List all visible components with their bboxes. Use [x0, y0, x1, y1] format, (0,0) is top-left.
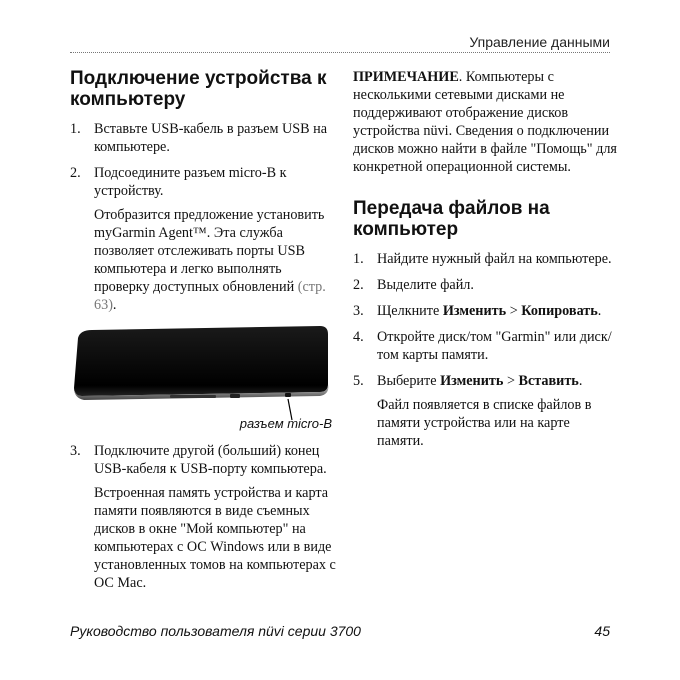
note-label: ПРИМЕЧАНИЕ: [353, 69, 459, 85]
menu-edit-label: Изменить: [440, 373, 504, 389]
step-note: [94, 206, 340, 314]
connect-steps-list: [70, 120, 340, 314]
list-item: [70, 120, 340, 156]
connect-steps-list-continued: [70, 442, 340, 592]
step-number: 3.: [353, 303, 364, 319]
left-column: [70, 68, 340, 600]
device-figure: [70, 322, 340, 434]
footer-manual-title: Руководство пользователя nüvi серии 3700: [70, 623, 361, 639]
list-item: [353, 276, 618, 294]
list-item: [353, 372, 618, 450]
step-number: 1.: [353, 251, 364, 267]
step-text-pre: Щелкните: [377, 303, 443, 319]
right-column: [353, 68, 618, 458]
list-item: [70, 164, 340, 314]
page-number: 45: [594, 623, 610, 639]
list-item: [353, 302, 618, 320]
step-text: Подключите другой (больший) конец USB-кабеля к USB-порту компьютера.: [94, 443, 327, 477]
section-heading-transfer: Передача файлов на компьютер: [353, 198, 550, 240]
menu-copy-label: Копировать: [521, 303, 598, 319]
note-text: . Компьютеры с несколькими сетевыми дисками не поддерживают отображение дисков устройства nüvi. Сведения о подключении дисков можно найти в файле "Помощь" для конкретной операционной системы.: [353, 69, 617, 175]
list-item: [353, 250, 618, 268]
step-number: 4.: [353, 329, 364, 345]
figure-caption: разъем micro-B: [239, 416, 332, 431]
step-number: 2.: [70, 165, 81, 181]
step-note-text: Отобразится предложение установить myGarmin Agent™. Эта служба позволяет отслеживать порты USB компьютера и легко выполнять проверку доступных обновлений: [94, 207, 325, 295]
step-note: Файл появляется в списке файлов в памяти устройства или на карте памяти.: [377, 397, 592, 449]
running-header: Управление данными: [469, 34, 610, 50]
step-text: Подсоедините разъем micro-B к устройству.: [94, 165, 287, 199]
menu-paste-label: Вставить: [518, 373, 579, 389]
step-number: 5.: [353, 373, 364, 389]
list-item: [70, 442, 340, 592]
menu-edit-label: Изменить: [442, 303, 507, 319]
header-divider: [70, 52, 610, 53]
step-text-post: .: [597, 303, 602, 319]
menu-separator: >: [506, 303, 522, 319]
step-number: 3.: [70, 443, 81, 459]
note-paragraph: [353, 68, 618, 176]
step-number: 2.: [353, 277, 364, 293]
step-text-pre: Выберите: [377, 373, 441, 389]
step-text: Откройте диск/том "Garmin" или диск/том карты памяти.: [377, 329, 612, 363]
list-item: [353, 328, 618, 364]
step-note-tail: .: [112, 297, 117, 313]
step-text: Вставьте USB-кабель в разъем USB на компьютере.: [94, 121, 328, 155]
page-reference-link[interactable]: (стр. 63): [94, 279, 326, 313]
step-number: 1.: [70, 121, 81, 137]
menu-separator: >: [503, 373, 519, 389]
step-text: Выделите файл.: [377, 277, 474, 293]
transfer-steps-list: [353, 250, 618, 450]
section-heading-connect: Подключение устройства к компьютеру: [70, 68, 327, 110]
step-note: Встроенная память устройства и карта памяти появляются в виде съемных дисков в окне "Мой компьютер" на компьютерах с ОС Windows или в виде установленных томов на компьютерах с ОС Mac.: [94, 485, 336, 591]
step-text: Найдите нужный файл на компьютере.: [377, 251, 612, 267]
step-text-post: .: [578, 373, 583, 389]
